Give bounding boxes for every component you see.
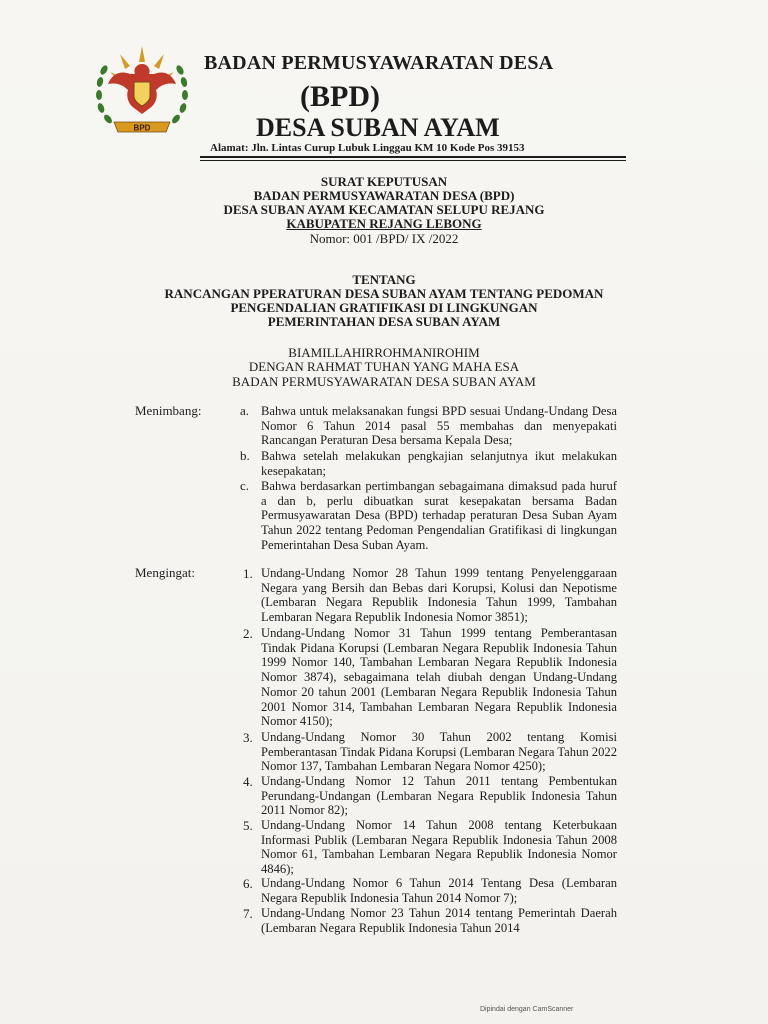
decree-line: KABUPATEN REJANG LEBONG: [286, 216, 482, 231]
mengingat-item: Undang-Undang Nomor 23 Tahun 2014 tentang Pemerintah Daerah (Lembaran Negara Republik Indonesia Tahun 2014: [261, 906, 617, 935]
mengingat-label: Mengingat:: [135, 565, 195, 580]
opening-line: BIAMILLAHIRROHMANIROHIM: [288, 345, 480, 360]
svg-text:BPD: BPD: [133, 123, 151, 133]
list-marker: b.: [240, 448, 250, 463]
letterhead-rule: [200, 156, 626, 158]
scanner-watermark: Dipindai dengan CamScanner: [480, 1006, 574, 1013]
decree-line: DESA SUBAN AYAM KECAMATAN SELUPU REJANG: [223, 202, 545, 217]
list-marker: 5.: [243, 818, 253, 833]
list-marker: c.: [240, 478, 250, 493]
mengingat-item: Undang-Undang Nomor 14 Tahun 2008 tentang Keterbukaan Informasi Publik (Lembaran Negara Republik Indonesia Tahun 2008 Nomor 61, Tambahan Lembaran Negara Republik Indonesia Nomor 4846);: [261, 818, 617, 877]
list-marker: a.: [240, 403, 250, 418]
org-abbrev: (BPD): [300, 80, 380, 113]
about-line: RANCANGAN PPERATURAN DESA SUBAN AYAM TENTANG PEDOMAN: [164, 286, 604, 301]
about-line: PENGENDALIAN GRATIFIKASI DI LINGKUNGAN: [230, 300, 538, 315]
bpd-emblem-logo: [90, 40, 194, 144]
list-marker: 4.: [243, 774, 253, 789]
decree-number: Nomor: 001 /BPD/ IX /2022: [309, 231, 459, 246]
menimbang-item: Bahwa setelah melakukan pengkajian selanjutnya ikut melakukan kesepakatan;: [261, 449, 617, 478]
mengingat-item: Undang-Undang Nomor 12 Tahun 2011 tentang Pembentukan Perundang-Undangan (Lembaran Negara Republik Indonesia Tahun 2011 Nomor 82);: [261, 774, 617, 818]
village-name: DESA SUBAN AYAM: [256, 113, 500, 142]
menimbang-item: Bahwa untuk melaksanakan fungsi BPD sesuai Undang-Undang Desa Nomor 6 Tahun 2014 pasal 55 membahas dan menyepakati Rancangan Peraturan Desa bersama Kepala Desa;: [261, 404, 617, 448]
list-marker: 1.: [243, 566, 253, 581]
decree-line: BADAN PERMUSYAWARATAN DESA (BPD): [253, 188, 515, 203]
mengingat-item: Undang-Undang Nomor 30 Tahun 2002 tentang Komisi Pemberantasan Tindak Pidana Korupsi (Lembaran Negara Tahun 2022 Nomor 137, Tambahan Lembaran Negara Nomor 4250);: [261, 730, 617, 774]
opening-line: DENGAN RAHMAT TUHAN YANG MAHA ESA: [248, 359, 520, 374]
menimbang-item: Bahwa berdasarkan pertimbangan sebagaimana dimaksud pada huruf a dan b, perlu dibuatkan surat kesepakatan bersama Badan Permusyawaratan Desa (BPD) terhadap peraturan Desa Suban Ayam Tahun 2022 tentang Pedoman Pengendalian Gratifikasi di lingkungan Pemerintahan Desa Suban Ayam.: [261, 479, 617, 552]
opening-line: BADAN PERMUSYAWARATAN DESA SUBAN AYAM: [232, 374, 536, 389]
menimbang-label: Menimbang:: [135, 403, 202, 418]
mengingat-item: Undang-Undang Nomor 28 Tahun 1999 tentang Penyelenggaraan Negara yang Bersih dan Bebas dari Korupsi, Kolusi dan Nepotisme (Lembaran Negara Republik Indonesia Tahun 1999, Tambahan Lembaran Negara Republik Indonesia Nomor 3851);: [261, 566, 617, 625]
letterhead-rule-thin: [200, 160, 626, 161]
address-line: Alamat: Jln. Lintas Curup Lubuk Linggau KM 10 Kode Pos 39153: [210, 142, 525, 154]
decree-title: SURAT KEPUTUSAN: [320, 174, 448, 189]
mengingat-item: Undang-Undang Nomor 6 Tahun 2014 Tentang Desa (Lembaran Negara Republik Indonesia Tahun 2014 Nomor 7);: [261, 876, 617, 905]
list-marker: 6.: [243, 876, 253, 891]
list-marker: 7.: [243, 906, 253, 921]
list-marker: 2.: [243, 626, 253, 641]
about-line: PEMERINTAHAN DESA SUBAN AYAM: [267, 314, 501, 329]
org-name: BADAN PERMUSYAWARATAN DESA: [204, 52, 554, 74]
about-heading: TENTANG: [352, 272, 416, 287]
mengingat-item: Undang-Undang Nomor 31 Tahun 1999 tentang Pemberantasan Tindak Pidana Korupsi (Lembaran Negara Republik Indonesia Tahun 1999 Nomor 140, Tambahan Lembaran Negara Republik Indonesia Nomor 3874), sebagaimana telah diubah dengan Undang-Undang Nomor 20 tahun 2001 (Lembaran Negara Republik Indonesia Tahun 2001 Nomor 314, Tambahan Lembaran Negara Republik Indonesia Nomor 4150);: [261, 626, 617, 729]
list-marker: 3.: [243, 730, 253, 745]
